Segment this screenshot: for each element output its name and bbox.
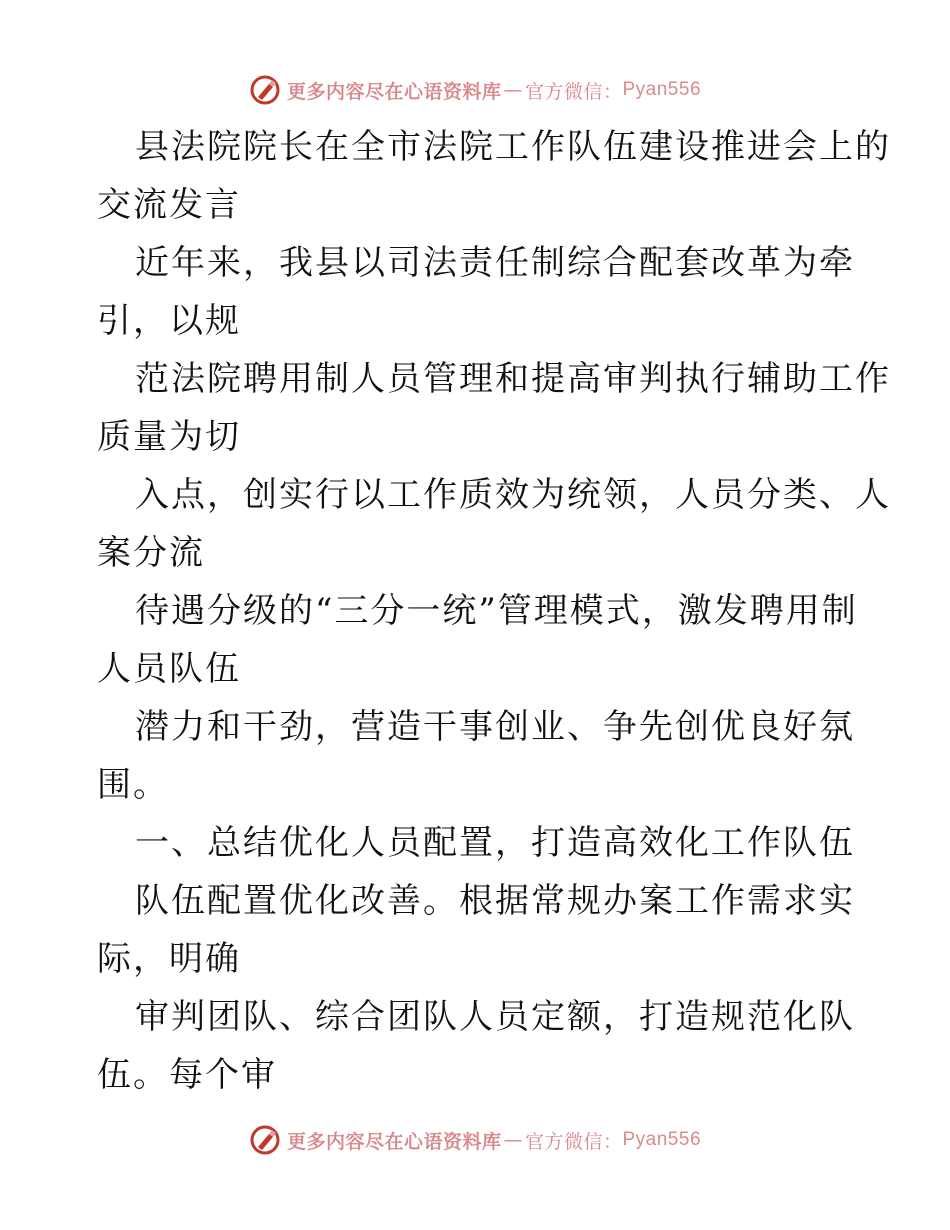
text-line: 人员队伍: [97, 649, 241, 689]
text-line: 待遇分级的“三分一统”管理模式，激发聘用制: [135, 591, 858, 631]
text-line: 近年来，我县以司法责任制综合配套改革为牵: [135, 243, 855, 283]
text-line: 入点，创实行以工作质效为统领，人员分类、人: [135, 475, 891, 515]
text-line: 质量为切: [97, 417, 241, 457]
document-body: [97, 118, 891, 1104]
watermark-wechat-id: Pyan556: [622, 79, 702, 100]
watermark-dash: —: [503, 1129, 523, 1151]
text-line: 县法院院长在全市法院工作队伍建设推进会上的: [135, 127, 891, 167]
footer-watermark: [0, 1120, 950, 1160]
text-line: 案分流: [97, 533, 205, 573]
watermark-title: 更多内容尽在心语资料库: [286, 80, 502, 103]
text-line: 围。: [97, 765, 169, 805]
text-line: 审判团队、综合团队人员定额，打造规范化队: [135, 997, 855, 1037]
text-line: 一、总结优化人员配置，打造高效化工作队伍: [135, 823, 855, 863]
watermark-dash: —: [503, 79, 523, 101]
text-line: 潜力和干劲，营造干事创业、争先创优良好氛: [135, 707, 855, 747]
pen-logo-icon: [249, 74, 281, 106]
text-line: 引，以规: [97, 301, 241, 341]
text-line: 队伍配置优化改善。根据常规办案工作需求实: [135, 881, 855, 921]
watermark-title: 更多内容尽在心语资料库: [286, 1130, 502, 1153]
text-line: 范法院聘用制人员管理和提高审判执行辅助工作: [135, 359, 891, 399]
text-line: 交流发言: [97, 185, 241, 225]
watermark-wechat-label: 官方微信：: [524, 80, 623, 103]
watermark-wechat-label: 官方微信：: [524, 1130, 623, 1153]
pen-logo-icon: [249, 1124, 281, 1156]
watermark-wechat-id: Pyan556: [622, 1129, 702, 1150]
text-line: 际，明确: [97, 939, 241, 979]
header-watermark: [0, 70, 950, 110]
text-line: 伍。每个审: [97, 1055, 277, 1095]
